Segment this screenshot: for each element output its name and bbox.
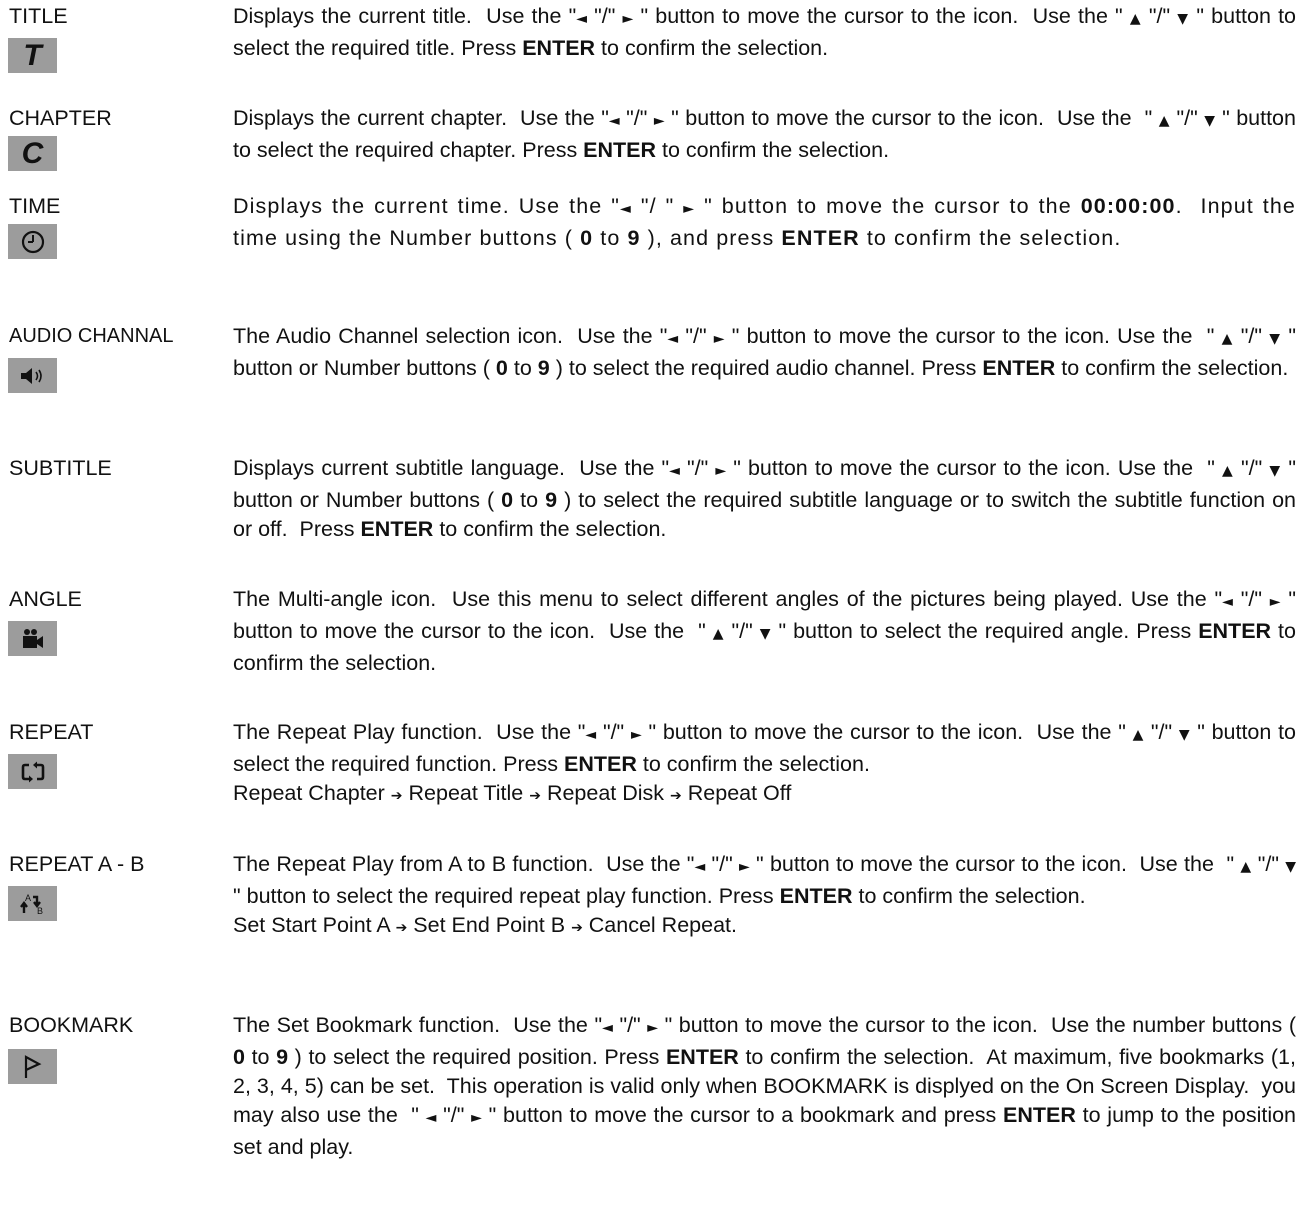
speaker-icon (8, 358, 57, 393)
repeat-sequence: Repeat Chapter ➔ Repeat Title ➔ Repeat Disk ➔ Repeat Off (233, 781, 792, 805)
entry-label: REPEAT A - B (9, 852, 145, 876)
entry-label: ANGLE (9, 587, 82, 611)
entry-label: SUBTITLE (9, 456, 112, 480)
entry-description: Displays the current chapter. Use the "◄ "/" ► " button to move the cursor to the icon. Use the " ▲ "/" ▼ " button to select the required chapter. Press ENTER to confirm the selection. (233, 106, 1296, 162)
entry-description: The Multi-angle icon. Use this menu to select different angles of the pictures being played. Use the "◄ "/" ► " button to move the cursor to the icon. Use the " ▲ "/" ▼ " button to select the required angle. Press ENTER to confirm the selection. (233, 587, 1297, 675)
entry-label: CHAPTER (9, 106, 112, 130)
camera-icon (8, 621, 57, 656)
chapter-c-icon (8, 136, 57, 171)
entry-description: The Repeat Play function. Use the "◄ "/" ► " button to move the cursor to the icon. Use the " ▲ "/" ▼ " button to select the required function. Press ENTER to confirm the selection. Repeat Chapter ➔ Repeat Title ➔ Repeat Disk ➔ Repeat Off (233, 718, 1296, 811)
repeat-ab-icon (8, 886, 57, 921)
title-t-icon (8, 38, 57, 73)
entry-label: REPEAT (9, 720, 94, 744)
entry-label: TIME (9, 194, 61, 218)
svg-text:A: A (24, 892, 31, 903)
repeat-ab-sequence: Set Start Point A ➔ Set End Point B ➔ Cancel Repeat. (233, 913, 737, 937)
icon-letter: T (23, 38, 42, 72)
svg-text:B: B (36, 905, 43, 916)
icon-letter: C (21, 136, 44, 170)
entry-description: Displays current subtitle language. Use the "◄ "/" ► " button to move the cursor to the icon. Use the " ▲ "/" ▼ " button or Number buttons ( 0 to 9 ) to select the required subtitle language or to switch the subtitle function on or off. Press ENTER to confirm the selection. (233, 456, 1296, 541)
repeat-icon (8, 754, 57, 789)
entry-label: TITLE (9, 4, 68, 28)
entry-description: Displays the current time. Use the "◄ "/ " ► " button to move the cursor to the 00:00:00. Input the time using the Number buttons ( 0 to 9 ), and press ENTER to confirm the selection. (233, 194, 1296, 250)
bookmark-flag-icon (8, 1049, 57, 1084)
entry-description: The Repeat Play from A to B function. Use the "◄ "/" ► " button to move the cursor to the icon. Use the " ▲ "/" ▼ " button to select the required repeat play function. Press ENTER to confirm the selection. Set Start Point A ➔ Set End Point B ➔ Cancel Repeat. (233, 850, 1296, 943)
entry-label: BOOKMARK (9, 1013, 134, 1037)
entry-label: AUDIO CHANNAL (9, 325, 174, 347)
entry-description: The Audio Channel selection icon. Use the "◄ "/" ► " button to move the cursor to the icon. Use the " ▲ "/" ▼ " button or Number buttons ( 0 to 9 ) to select the required audio channel. Press ENTER to confirm the selection. (233, 324, 1296, 380)
clock-icon (8, 224, 57, 259)
entry-description: The Set Bookmark function. Use the "◄ "/" ► " button to move the cursor to the icon. Use the number buttons ( 0 to 9 ) to select the required position. Press ENTER to confirm the selection. At maximum, five bookmarks (1, 2, 3, 4, 5) can be set. This operation is valid only when BOOKMARK is displyed on the On Screen Display. you may also use the " ◄ "/" ► " button to move the cursor to a bookmark and press ENTER to jump to the position set and play. (233, 1013, 1297, 1159)
entry-description: Displays the current title. Use the "◄ "/" ► " button to move the cursor to the icon. Use the " ▲ "/" ▼ " button to select the required title. Press ENTER to confirm the selection. (233, 4, 1296, 60)
